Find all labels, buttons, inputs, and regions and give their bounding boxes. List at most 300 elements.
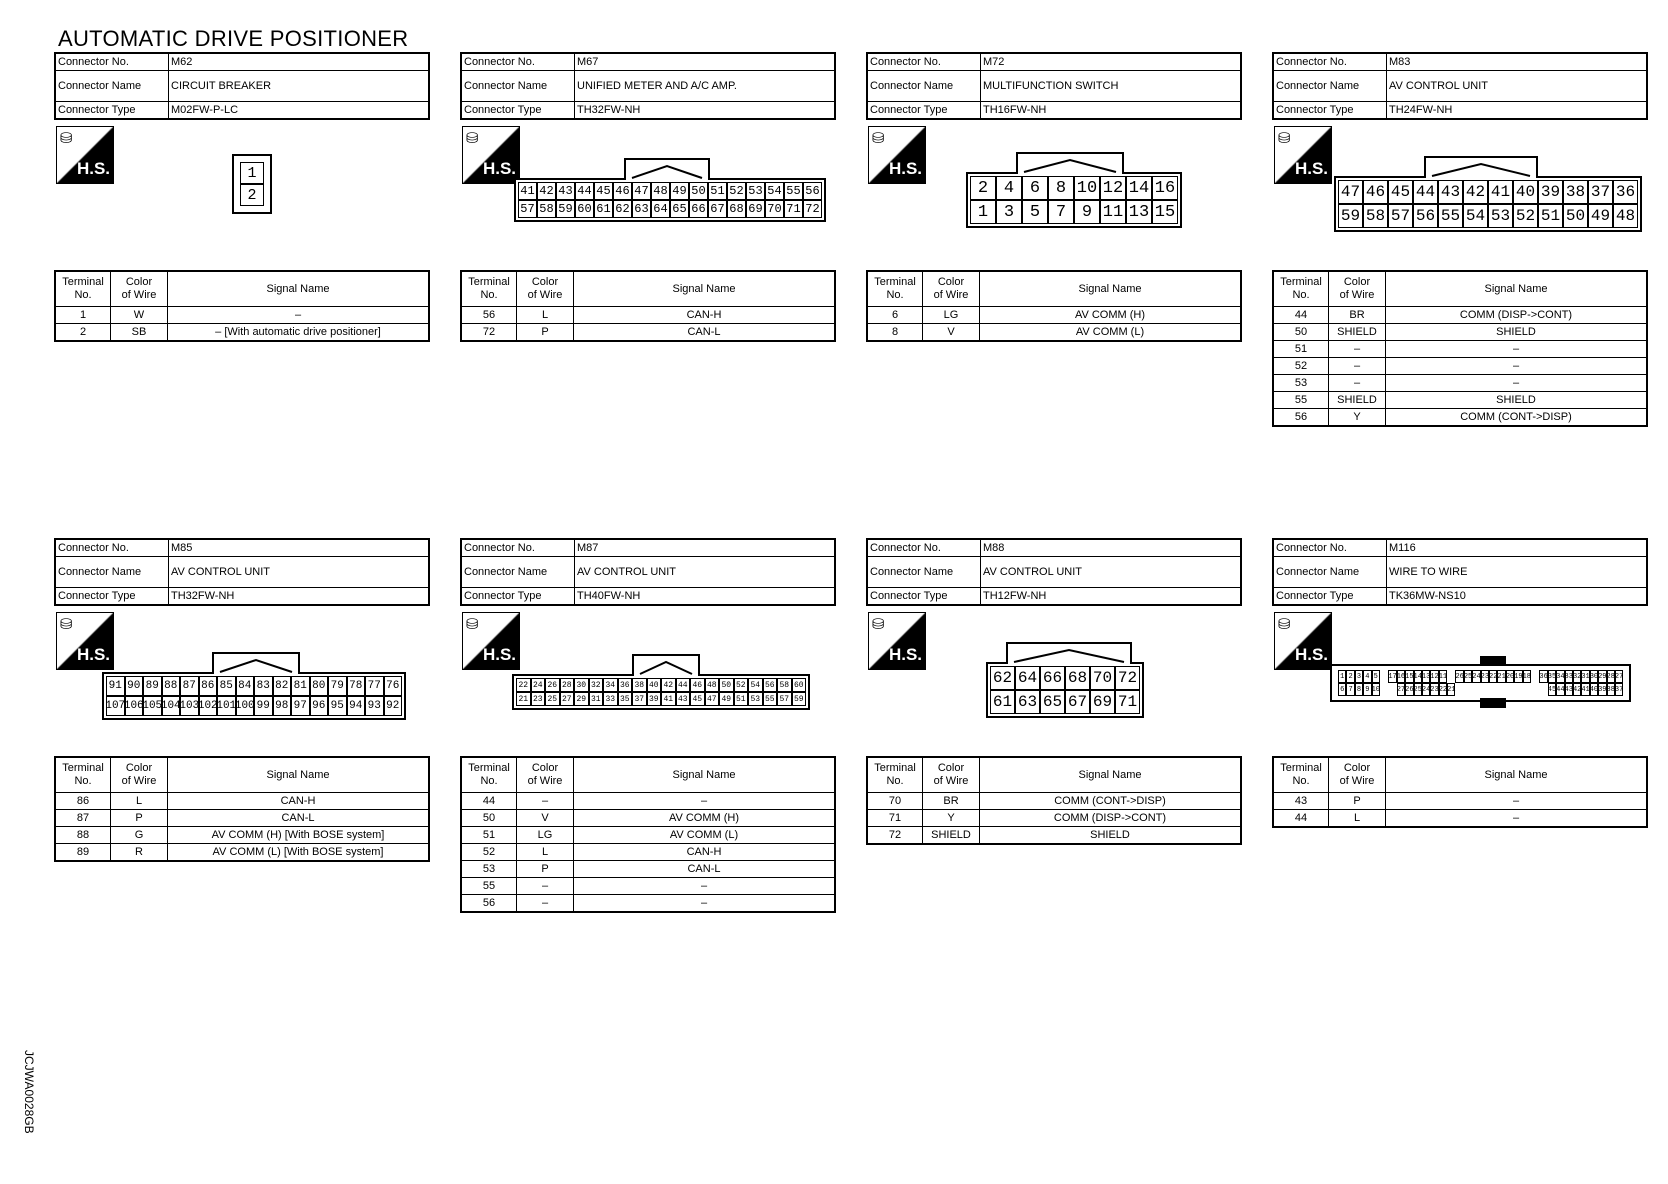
- terminal-row: [55, 793, 429, 810]
- signal-name-header: Signal Name: [574, 271, 836, 307]
- connector-pin: 22: [516, 678, 531, 692]
- connector-pin: 34: [1556, 670, 1564, 683]
- terminal-row: [461, 827, 835, 844]
- connector-pin: 42: [537, 182, 556, 200]
- connector-latch: [624, 158, 710, 180]
- terminal-table: [866, 756, 1242, 845]
- wire-color: P: [1329, 793, 1386, 810]
- terminal-no: 53: [1273, 375, 1329, 392]
- connector-pin: 7: [1346, 683, 1354, 696]
- connector-latch: [1006, 642, 1132, 664]
- connector-name-value: AV CONTROL UNIT: [981, 557, 1242, 588]
- connector-type-label: Connector Type: [1273, 102, 1387, 120]
- harness-side-icon: [56, 612, 114, 670]
- connector-diagram: [1272, 120, 1648, 270]
- connector-body: [232, 154, 272, 214]
- connector-name-label: Connector Name: [1273, 71, 1387, 102]
- connector-pin: 97: [291, 696, 310, 716]
- terminal-table: [866, 270, 1242, 342]
- connector-body: [1330, 664, 1631, 702]
- connector-pin: 65: [1040, 690, 1065, 714]
- connector-pin: 62: [990, 666, 1015, 690]
- wire-color-header: Color of Wire: [1329, 271, 1386, 307]
- terminal-no-header: Terminal No.: [867, 271, 923, 307]
- connector-gap: [1489, 683, 1497, 696]
- terminal-no: 6: [867, 307, 923, 324]
- terminal-no-header: Terminal No.: [461, 271, 517, 307]
- connector-pin: 7: [1048, 200, 1074, 224]
- connector-pin: 53: [748, 692, 763, 706]
- wire-color: W: [111, 307, 168, 324]
- signal-name: –: [1386, 810, 1648, 828]
- connector-pin: 58: [1363, 204, 1388, 228]
- signal-name: SHIELD: [1386, 392, 1648, 409]
- connector-pin: 55: [784, 182, 803, 200]
- connector-pin: 15: [1152, 200, 1178, 224]
- connector-pin: 61: [990, 690, 1015, 714]
- connector-type-label: Connector Type: [1273, 588, 1387, 606]
- connector-face-icon: ⛁: [1278, 130, 1291, 147]
- signal-name: –: [1386, 793, 1648, 810]
- terminal-no: 71: [867, 810, 923, 827]
- connector-pin: 9: [1074, 200, 1100, 224]
- connector-pin: 64: [651, 200, 670, 218]
- connector-pin: 16: [1397, 670, 1405, 683]
- signal-name: SHIELD: [1386, 324, 1648, 341]
- wire-color-header: Color of Wire: [111, 271, 168, 307]
- connector-gap: [1380, 683, 1388, 696]
- connector-pin: 38: [1607, 683, 1615, 696]
- connector-pin: 61: [594, 200, 613, 218]
- connector-gap: [1523, 683, 1531, 696]
- signal-name-header: Signal Name: [168, 757, 430, 793]
- signal-name-header: Signal Name: [168, 271, 430, 307]
- wire-color-header: Color of Wire: [923, 757, 980, 793]
- hs-label: H.S.: [76, 159, 110, 178]
- connector-pin: 55: [763, 692, 778, 706]
- connector-pin: 60: [575, 200, 594, 218]
- connector-block: [866, 538, 1242, 845]
- connector-pin: 53: [746, 182, 765, 200]
- terminal-no-header: Terminal No.: [55, 757, 111, 793]
- connector-pin: 32: [1573, 670, 1581, 683]
- connector-pin: 23: [1430, 683, 1438, 696]
- connector-pin: 37: [632, 692, 647, 706]
- signal-name: –: [1386, 358, 1648, 375]
- connector-pin: 52: [727, 182, 746, 200]
- hs-label: H.S.: [1294, 645, 1328, 664]
- connector-pin: 41: [1581, 683, 1589, 696]
- connector-name-label: Connector Name: [867, 557, 981, 588]
- terminal-no: 70: [867, 793, 923, 810]
- connector-type-value: TH32FW-NH: [575, 102, 836, 120]
- connector-pin: 28: [560, 678, 575, 692]
- connector-pin: 42: [661, 678, 676, 692]
- connector-block: [54, 538, 430, 862]
- hs-label: H.S.: [76, 645, 110, 664]
- connector-pin: 34: [603, 678, 618, 692]
- wire-color: SHIELD: [923, 827, 980, 845]
- connector-type-label: Connector Type: [461, 588, 575, 606]
- connector-block: [1272, 538, 1648, 828]
- terminal-table: [460, 756, 836, 913]
- signal-name: –: [168, 307, 430, 324]
- terminal-no: 87: [55, 810, 111, 827]
- signal-name-header: Signal Name: [1386, 271, 1648, 307]
- connector-pin: 8: [1355, 683, 1363, 696]
- wire-color-header: Color of Wire: [517, 271, 574, 307]
- connector-pin: 52: [734, 678, 749, 692]
- connector-name-value: AV CONTROL UNIT: [1387, 71, 1648, 102]
- wire-color: LG: [923, 307, 980, 324]
- terminal-row: [461, 895, 835, 913]
- terminal-no: 44: [1273, 810, 1329, 828]
- connector-face-icon: ⛁: [466, 616, 479, 633]
- connector-pin: 43: [676, 692, 691, 706]
- connector-type-value: TK36MW-NS10: [1387, 588, 1648, 606]
- connector-pin: 105: [143, 696, 162, 716]
- connector-pin: 25: [1414, 683, 1422, 696]
- connector-pin: 44: [676, 678, 691, 692]
- connector-pin: 14: [1126, 176, 1152, 200]
- wire-color: P: [517, 324, 574, 342]
- connector-pin: 44: [1556, 683, 1564, 696]
- signal-name: –: [574, 895, 836, 913]
- connector-gap: [1514, 683, 1522, 696]
- connector-face-icon: ⛁: [60, 616, 73, 633]
- terminal-no: 55: [1273, 392, 1329, 409]
- connector-pin: 52: [1513, 204, 1538, 228]
- connector-pin: 41: [661, 692, 676, 706]
- harness-side-icon: [868, 612, 926, 670]
- connector-pin: 86: [199, 676, 218, 696]
- connector-pin: 96: [310, 696, 329, 716]
- connector-body: [102, 672, 406, 720]
- connector-pin: 10: [1074, 176, 1100, 200]
- connector-pin: 36: [1539, 670, 1547, 683]
- latch-ramp: [1018, 154, 1122, 174]
- signal-name: AV COMM (H) [With BOSE system]: [168, 827, 430, 844]
- connector-latch: [1424, 156, 1538, 178]
- connector-no-label: Connector No.: [867, 539, 981, 557]
- connector-pin: 54: [765, 182, 784, 200]
- connector-pin: 92: [384, 696, 403, 716]
- terminal-no-header: Terminal No.: [55, 271, 111, 307]
- connector-pin: 3: [996, 200, 1022, 224]
- connector-diagram: [54, 606, 430, 756]
- connector-pin: 101: [217, 696, 236, 716]
- connector-pin: 39: [1598, 683, 1606, 696]
- connector-pin: 70: [765, 200, 784, 218]
- connector-pin: 33: [603, 692, 618, 706]
- connector-pin: 55: [1438, 204, 1463, 228]
- wire-color: LG: [517, 827, 574, 844]
- connector-pin: 47: [705, 692, 720, 706]
- signal-name: COMM (DISP->CONT): [980, 810, 1242, 827]
- signal-name: CAN-H: [574, 307, 836, 324]
- connector-pin: 31: [1581, 670, 1589, 683]
- connector-pin: 53: [1488, 204, 1513, 228]
- connector-pin: 30: [1590, 670, 1598, 683]
- latch-line: [1432, 164, 1530, 176]
- connector-pin: 39: [647, 692, 662, 706]
- terminal-row: [867, 827, 1241, 845]
- latch-ramp: [634, 656, 698, 676]
- connector-pin: 88: [162, 676, 181, 696]
- connector-pin: 12: [1430, 670, 1438, 683]
- signal-name: –: [1386, 341, 1648, 358]
- connector-pin: 67: [1065, 690, 1090, 714]
- connector-pin: 26: [1405, 683, 1413, 696]
- connector-pin: 47: [1338, 180, 1363, 204]
- connector-pin: 16: [1152, 176, 1178, 200]
- connector-type-value: TH12FW-NH: [981, 588, 1242, 606]
- signal-name: AV COMM (L): [980, 324, 1242, 342]
- signal-name: COMM (CONT->DISP): [980, 793, 1242, 810]
- connector-no-label: Connector No.: [1273, 539, 1387, 557]
- connector-face-icon: ⛁: [872, 616, 885, 633]
- connector-info-table: [460, 538, 836, 606]
- connector-pin: 44: [575, 182, 594, 200]
- connector-pin: 6: [1338, 683, 1346, 696]
- signal-name: SHIELD: [980, 827, 1242, 845]
- connector-no-label: Connector No.: [55, 53, 169, 71]
- terminal-no: 56: [461, 307, 517, 324]
- signal-name: COMM (DISP->CONT): [1386, 307, 1648, 324]
- signal-name: –: [1386, 375, 1648, 392]
- wire-color: –: [517, 878, 574, 895]
- connector-pin: 4: [1363, 670, 1371, 683]
- connector-name-label: Connector Name: [55, 557, 169, 588]
- terminal-no: 50: [1273, 324, 1329, 341]
- connector-face-icon: ⛁: [60, 130, 73, 147]
- connector-pin: 41: [518, 182, 537, 200]
- connector-pin: 25: [545, 692, 560, 706]
- wire-color-header: Color of Wire: [923, 271, 980, 307]
- wire-color-header: Color of Wire: [111, 757, 168, 793]
- connector-no-label: Connector No.: [461, 53, 575, 71]
- connector-pin: 102: [199, 696, 218, 716]
- connector-name-value: WIRE TO WIRE: [1387, 557, 1648, 588]
- connector-pin: 1: [970, 200, 996, 224]
- connector-pin: 56: [763, 678, 778, 692]
- connector-pin: 37: [1615, 683, 1623, 696]
- terminal-no: 72: [461, 324, 517, 342]
- wire-color: L: [517, 307, 574, 324]
- terminal-row: [867, 324, 1241, 342]
- connector-gap: [1380, 670, 1388, 683]
- connector-pin: 70: [1090, 666, 1115, 690]
- wire-color: L: [1329, 810, 1386, 828]
- connector-pin: 69: [746, 200, 765, 218]
- terminal-table: [54, 270, 430, 342]
- wire-color-header: Color of Wire: [1329, 757, 1386, 793]
- connector-no-value: M62: [169, 53, 430, 71]
- connector-pin: 43: [1438, 180, 1463, 204]
- connector-pin: 45: [594, 182, 613, 200]
- wire-color: –: [1329, 341, 1386, 358]
- wire-color: BR: [923, 793, 980, 810]
- connector-pin: 33: [1565, 670, 1573, 683]
- terminal-row: [55, 827, 429, 844]
- connector-pin: 107: [106, 696, 125, 716]
- wire-color: –: [517, 793, 574, 810]
- terminal-row: [461, 878, 835, 895]
- connector-name-value: UNIFIED METER AND A/C AMP.: [575, 71, 836, 102]
- connector-pin: 40: [1590, 683, 1598, 696]
- connector-pin: 13: [1422, 670, 1430, 683]
- connector-pin: 54: [748, 678, 763, 692]
- connector-gap: [1472, 683, 1480, 696]
- connector-pin: 94: [347, 696, 366, 716]
- connector-face-icon: ⛁: [1278, 616, 1291, 633]
- terminal-no: 2: [55, 324, 111, 342]
- connector-gap: [1447, 670, 1455, 683]
- terminal-row: [867, 810, 1241, 827]
- connector-pin: 62: [613, 200, 632, 218]
- terminal-table: [54, 756, 430, 862]
- connector-pin: 42: [1573, 683, 1581, 696]
- terminal-no: 86: [55, 793, 111, 810]
- terminal-table: [1272, 270, 1648, 427]
- connector-pin: 19: [1514, 670, 1522, 683]
- connector-pin: 4: [996, 176, 1022, 200]
- wire-color: –: [1329, 358, 1386, 375]
- terminal-no: 56: [461, 895, 517, 913]
- terminal-row: [1273, 324, 1647, 341]
- connector-pin: 100: [236, 696, 255, 716]
- wire-color: SHIELD: [1329, 392, 1386, 409]
- connector-pin: 76: [384, 676, 403, 696]
- connector-pin: 99: [254, 696, 273, 716]
- connector-pin: 46: [1363, 180, 1388, 204]
- connector-pin: 51: [708, 182, 727, 200]
- connector-pin: 13: [1126, 200, 1152, 224]
- terminal-no: 88: [55, 827, 111, 844]
- connector-pin: 38: [632, 678, 647, 692]
- connector-latch: [212, 652, 300, 674]
- connector-no-value: M85: [169, 539, 430, 557]
- connector-pin: 12: [1100, 176, 1126, 200]
- connector-pin: 59: [1338, 204, 1363, 228]
- terminal-no-header: Terminal No.: [461, 757, 517, 793]
- connector-pin: 25: [1464, 670, 1472, 683]
- terminal-no: 72: [867, 827, 923, 845]
- signal-name: CAN-L: [574, 861, 836, 878]
- connector-pin: 5: [1022, 200, 1048, 224]
- connector-pin: 50: [719, 678, 734, 692]
- connector-pin: 26: [545, 678, 560, 692]
- connector-pin: 58: [537, 200, 556, 218]
- connector-pin: 91: [106, 676, 125, 696]
- connector-pin: 57: [1388, 204, 1413, 228]
- connector-diagram: [460, 606, 836, 756]
- connector-pin: 35: [618, 692, 633, 706]
- connector-no-label: Connector No.: [867, 53, 981, 71]
- wire-color: L: [517, 844, 574, 861]
- connector-pin: 2: [240, 184, 264, 206]
- terminal-no: 1: [55, 307, 111, 324]
- terminal-table: [1272, 756, 1648, 828]
- connector-pin: 58: [777, 678, 792, 692]
- connector-info-table: [1272, 538, 1648, 606]
- latch-ramp: [626, 160, 708, 180]
- connector-gap: [1455, 683, 1463, 696]
- connector-pin: 72: [803, 200, 822, 218]
- connector-diagram: [866, 120, 1242, 270]
- connector-gap: [1531, 670, 1539, 683]
- connector-pin: 64: [1015, 666, 1040, 690]
- terminal-row: [55, 810, 429, 827]
- connector-block: [460, 52, 836, 342]
- connector-info-table: [866, 538, 1242, 606]
- signal-name: CAN-L: [168, 810, 430, 827]
- signal-name: – [With automatic drive positioner]: [168, 324, 430, 342]
- connector-pin: 11: [1439, 670, 1447, 683]
- terminal-no: 44: [1273, 307, 1329, 324]
- connector-info-table: [866, 52, 1242, 120]
- connector-pin: 67: [708, 200, 727, 218]
- connector-pin: 38: [1563, 180, 1588, 204]
- connector-name-label: Connector Name: [1273, 557, 1387, 588]
- connector-pin: 45: [1548, 683, 1556, 696]
- connector-name-value: AV CONTROL UNIT: [169, 557, 430, 588]
- hs-label: H.S.: [888, 645, 922, 664]
- connector-pin: 22: [1439, 683, 1447, 696]
- connector-body: [514, 178, 826, 222]
- connector-pin: 41: [1488, 180, 1513, 204]
- connector-pin: 63: [1015, 690, 1040, 714]
- connector-type-value: TH32FW-NH: [169, 588, 430, 606]
- connector-name-label: Connector Name: [55, 71, 169, 102]
- connector-pin: 50: [689, 182, 708, 200]
- connector-pin: 95: [328, 696, 347, 716]
- terminal-row: [1273, 341, 1647, 358]
- connector-pin: 36: [1613, 180, 1638, 204]
- connector-pin: 27: [560, 692, 575, 706]
- wire-color: L: [111, 793, 168, 810]
- connector-no-label: Connector No.: [55, 539, 169, 557]
- connector-type-label: Connector Type: [867, 102, 981, 120]
- connector-pin: 43: [556, 182, 575, 200]
- latch-ramp: [1008, 644, 1130, 664]
- connector-name-label: Connector Name: [461, 557, 575, 588]
- connector-pin: 60: [792, 678, 807, 692]
- signal-name: AV COMM (H): [574, 810, 836, 827]
- connector-pin: 81: [291, 676, 310, 696]
- terminal-row: [1273, 810, 1647, 828]
- connector-type-value: TH24FW-NH: [1387, 102, 1648, 120]
- connector-pin: 48: [651, 182, 670, 200]
- latch-ramp: [214, 654, 298, 674]
- connector-pin: 83: [254, 676, 273, 696]
- terminal-row: [1273, 307, 1647, 324]
- connector-pin: 1: [240, 162, 264, 184]
- connector-gap: [1497, 683, 1505, 696]
- connector-block: [54, 52, 430, 342]
- wire-color: –: [517, 895, 574, 913]
- signal-name: –: [574, 793, 836, 810]
- connector-pin: 37: [1588, 180, 1613, 204]
- harness-side-icon: [1274, 126, 1332, 184]
- connector-pin: 3: [1355, 670, 1363, 683]
- terminal-no: 89: [55, 844, 111, 862]
- signal-name-header: Signal Name: [980, 271, 1242, 307]
- connector-no-value: M67: [575, 53, 836, 71]
- terminal-no: 51: [1273, 341, 1329, 358]
- connector-pin: 1: [1338, 670, 1346, 683]
- connector-pin: 35: [1548, 670, 1556, 683]
